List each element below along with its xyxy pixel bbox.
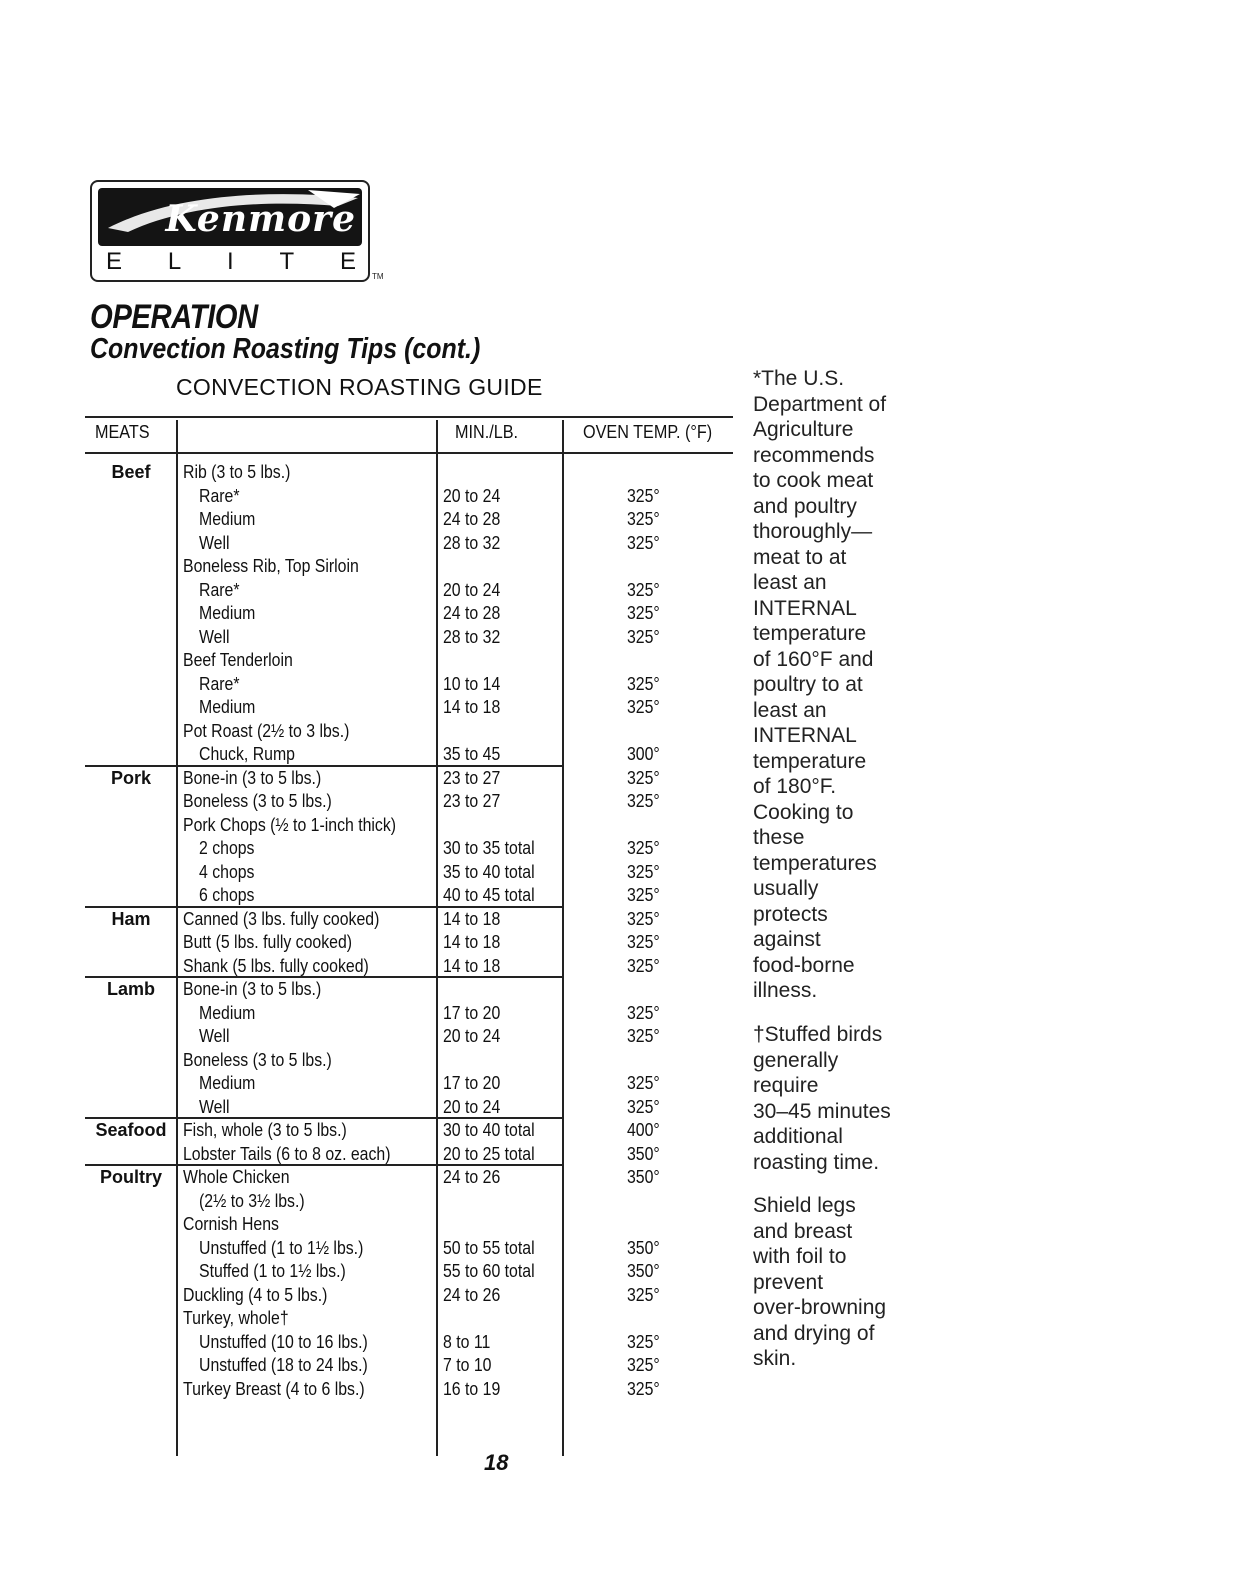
oven-temperature: 325° [627,1002,660,1023]
minutes-per-lb: 40 to 45 total [443,885,535,905]
cut-label: Well [199,1026,230,1046]
minutes-per-lb: 24 to 28 [443,509,501,529]
note-line: INTERNAL [753,596,857,620]
note-line: least an [753,571,827,594]
note-line: Department of [753,392,887,416]
group-divider [85,906,563,908]
note-line: temperatures [753,851,877,875]
minutes-per-lb: 24 to 26 [443,1167,501,1187]
note-line: *The U.S. [753,367,845,390]
note-line: Shield legs [753,1194,856,1217]
minutes-per-lb: 35 to 40 total [443,861,535,882]
oven-temperature: 300° [627,744,660,764]
subsection-heading: Convection Roasting Tips (cont.) [90,333,481,365]
minutes-per-lb: 20 to 25 total [443,1143,535,1164]
oven-temperature: 350° [627,1143,660,1164]
note-line: protects [753,902,828,926]
cut-label: Well [199,532,230,553]
cut-label: Unstuffed (10 to 16 lbs.) [199,1331,368,1352]
note-line: skin. [753,1347,797,1370]
cut-label: Shank (5 lbs. fully cooked) [183,955,369,976]
oven-temperature: 350° [627,1237,660,1258]
note-line: to cook meat [753,469,874,492]
minutes-per-lb: 50 to 55 total [443,1237,535,1258]
header-bottom-rule [85,452,733,454]
cut-label: Unstuffed (1 to 1½ lbs.) [199,1237,364,1258]
group-divider [85,976,563,978]
logo-letter: I [227,248,234,275]
header-oven-temp: OVEN TEMP. (°F) [583,422,713,442]
meat-category: Ham [111,908,151,929]
minutes-per-lb: 23 to 27 [443,791,501,811]
oven-temperature: 350° [627,1261,660,1281]
note-line: Cooking to [753,800,854,824]
minutes-per-lb: 24 to 28 [443,603,501,623]
cut-label: Well [199,1096,230,1117]
note-line: and poultry [753,494,857,518]
note-line: INTERNAL [753,724,857,747]
table-top-rule [85,416,733,418]
meat-category: Poultry [99,1167,162,1187]
header-meats: MEATS [95,422,150,442]
oven-temperature: 325° [627,1355,660,1375]
logo-letter: T [279,248,295,275]
cut-label: Medium [199,1002,256,1023]
trademark-mark: TM [372,272,384,281]
logo-letter: L [167,248,182,275]
note-line: of 180°F. [753,775,837,798]
cut-label: Rare* [199,673,240,694]
oven-temperature: 325° [627,932,660,952]
logo-letter: E [339,248,356,275]
cut-label: Boneless Rib, Top Sirloin [183,556,359,576]
cut-label: Chuck, Rump [199,744,295,764]
note-line: generally [753,1048,839,1072]
note-line: these [753,826,805,849]
logo-elite-letters [106,248,356,276]
minutes-per-lb: 14 to 18 [443,697,501,717]
kenmore-elite-logo [90,180,370,282]
oven-temperature: 325° [627,509,660,529]
cut-label: Canned (3 lbs. fully cooked) [183,908,380,929]
minutes-per-lb: 20 to 24 [443,1026,501,1046]
minutes-per-lb: 17 to 20 [443,1073,501,1093]
cut-label: Boneless (3 to 5 lbs.) [183,1049,332,1070]
note-line: over-browning [753,1296,887,1319]
oven-temperature: 325° [627,626,660,647]
oven-temperature: 325° [627,697,660,717]
section-heading: OPERATION [90,298,258,336]
note-line: temperature [753,749,867,773]
minutes-per-lb: 35 to 45 [443,744,501,764]
oven-temperature: 325° [627,1096,660,1117]
note-line: poultry to at [753,673,863,696]
note-line: temperature [753,622,867,645]
minutes-per-lb: 8 to 11 [443,1331,491,1352]
stuffed-birds-note [753,1022,933,1175]
minutes-per-lb: 30 to 40 total [443,1120,535,1140]
note-line: meat to at [753,545,847,569]
oven-temperature: 325° [627,767,660,788]
note-line: additional [753,1125,843,1148]
minutes-per-lb: 20 to 24 [443,1096,501,1117]
note-line: and drying of [753,1321,875,1345]
minutes-per-lb: 20 to 24 [443,485,501,506]
cut-label: Pot Roast (2½ to 3 lbs.) [183,720,350,741]
column-divider-item [176,420,178,1456]
note-line: †Stuffed birds [753,1023,883,1046]
minutes-per-lb: 30 to 35 total [443,838,535,858]
cut-label: (2½ to 3½ lbs.) [199,1190,305,1211]
minutes-per-lb: 24 to 26 [443,1284,501,1305]
cut-label: Bone-in (3 to 5 lbs.) [183,979,322,999]
meat-category: Pork [110,767,152,788]
cut-label: Cornish Hens [183,1214,279,1234]
minutes-per-lb: 14 to 18 [443,932,501,952]
oven-temperature: 350° [627,1167,660,1187]
cut-label: Bone-in (3 to 5 lbs.) [183,767,322,788]
minutes-per-lb: 28 to 32 [443,532,501,553]
minutes-per-lb: 55 to 60 total [443,1261,535,1281]
note-line: illness. [753,979,818,1002]
logo-wordmark: Kenmore [165,198,356,240]
oven-temperature: 325° [627,603,660,623]
cut-label: Medium [199,1073,256,1093]
oven-temperature: 400° [627,1120,660,1140]
oven-temperature: 325° [627,955,660,976]
cut-label: Turkey Breast (4 to 6 lbs.) [183,1378,365,1399]
note-line: against [753,928,821,951]
logo-letter: E [106,248,123,275]
cut-label: 4 chops [199,861,255,882]
cut-label: Medium [199,697,256,717]
column-divider-temp [562,420,564,1456]
oven-temperature: 325° [627,1073,660,1093]
cut-label: 6 chops [199,885,255,905]
minutes-per-lb: 16 to 19 [443,1378,501,1399]
oven-temperature: 325° [627,861,660,882]
cut-label: Lobster Tails (6 to 8 oz. each) [183,1143,391,1164]
note-line: food-borne [753,953,855,977]
oven-temperature: 325° [627,532,660,553]
meat-category: Seafood [95,1120,167,1140]
cut-label: Fish, whole (3 to 5 lbs.) [183,1120,347,1140]
usda-note [753,366,933,1004]
minutes-per-lb: 7 to 10 [443,1355,492,1375]
minutes-per-lb: 23 to 27 [443,767,501,788]
header-min-per-lb: MIN./LB. [455,422,519,442]
note-line: 30–45 minutes [753,1099,891,1123]
minutes-per-lb: 10 to 14 [443,673,501,694]
page-number: 18 [484,1450,509,1475]
shield-note [753,1193,933,1372]
minutes-per-lb: 20 to 24 [443,579,501,600]
cut-label: 2 chops [199,838,255,858]
meat-category: Beef [111,462,151,482]
note-line: recommends [753,443,875,467]
oven-temperature: 325° [627,1284,660,1305]
oven-temperature: 325° [627,908,660,929]
note-line: prevent [753,1270,824,1294]
oven-temperature: 325° [627,791,660,811]
cut-label: Stuffed (1 to 1½ lbs.) [199,1261,346,1281]
oven-temperature: 325° [627,838,660,858]
column-divider-min [436,420,438,1456]
note-line: and breast [753,1219,853,1243]
cut-label: Pork Chops (½ to 1-inch thick) [183,814,397,835]
oven-temperature: 325° [627,673,660,694]
cut-label: Butt (5 lbs. fully cooked) [183,932,353,952]
minutes-per-lb: 14 to 18 [443,955,501,976]
minutes-per-lb: 17 to 20 [443,1002,501,1023]
oven-temperature: 325° [627,1331,660,1352]
group-divider [85,1164,563,1166]
minutes-per-lb: 14 to 18 [443,908,501,929]
cut-label: Rib (3 to 5 lbs.) [183,462,291,482]
group-divider [85,1117,563,1119]
oven-temperature: 325° [627,1378,660,1399]
cut-label: Unstuffed (18 to 24 lbs.) [199,1355,368,1375]
note-line: thoroughly— [753,520,873,543]
oven-temperature: 325° [627,1026,660,1046]
roasting-guide-table [85,416,735,1456]
note-line: require [753,1074,819,1097]
cut-label: Whole Chicken [183,1167,290,1187]
cut-label: Turkey, whole† [183,1308,289,1328]
note-line: with foil to [753,1245,847,1268]
note-line: least an [753,698,827,722]
meat-category: Lamb [106,979,155,999]
cut-label: Boneless (3 to 5 lbs.) [183,791,332,811]
group-divider [85,765,563,767]
minutes-per-lb: 28 to 32 [443,626,501,647]
cut-label: Medium [199,509,256,529]
oven-temperature: 325° [627,579,660,600]
cut-label: Rare* [199,579,240,600]
oven-temperature: 325° [627,885,660,905]
oven-temperature: 325° [627,485,660,506]
note-line: usually [753,877,819,900]
cut-label: Rare* [199,485,240,506]
cut-label: Duckling (4 to 5 lbs.) [183,1284,328,1305]
note-line: of 160°F and [753,647,874,671]
guide-title: CONVECTION ROASTING GUIDE [176,374,543,400]
cut-label: Beef Tenderloin [183,650,293,670]
note-line: Agriculture [753,418,854,441]
cut-label: Medium [199,603,256,623]
logo-bar [98,188,362,246]
cut-label: Well [199,626,230,647]
note-line: roasting time. [753,1150,880,1174]
